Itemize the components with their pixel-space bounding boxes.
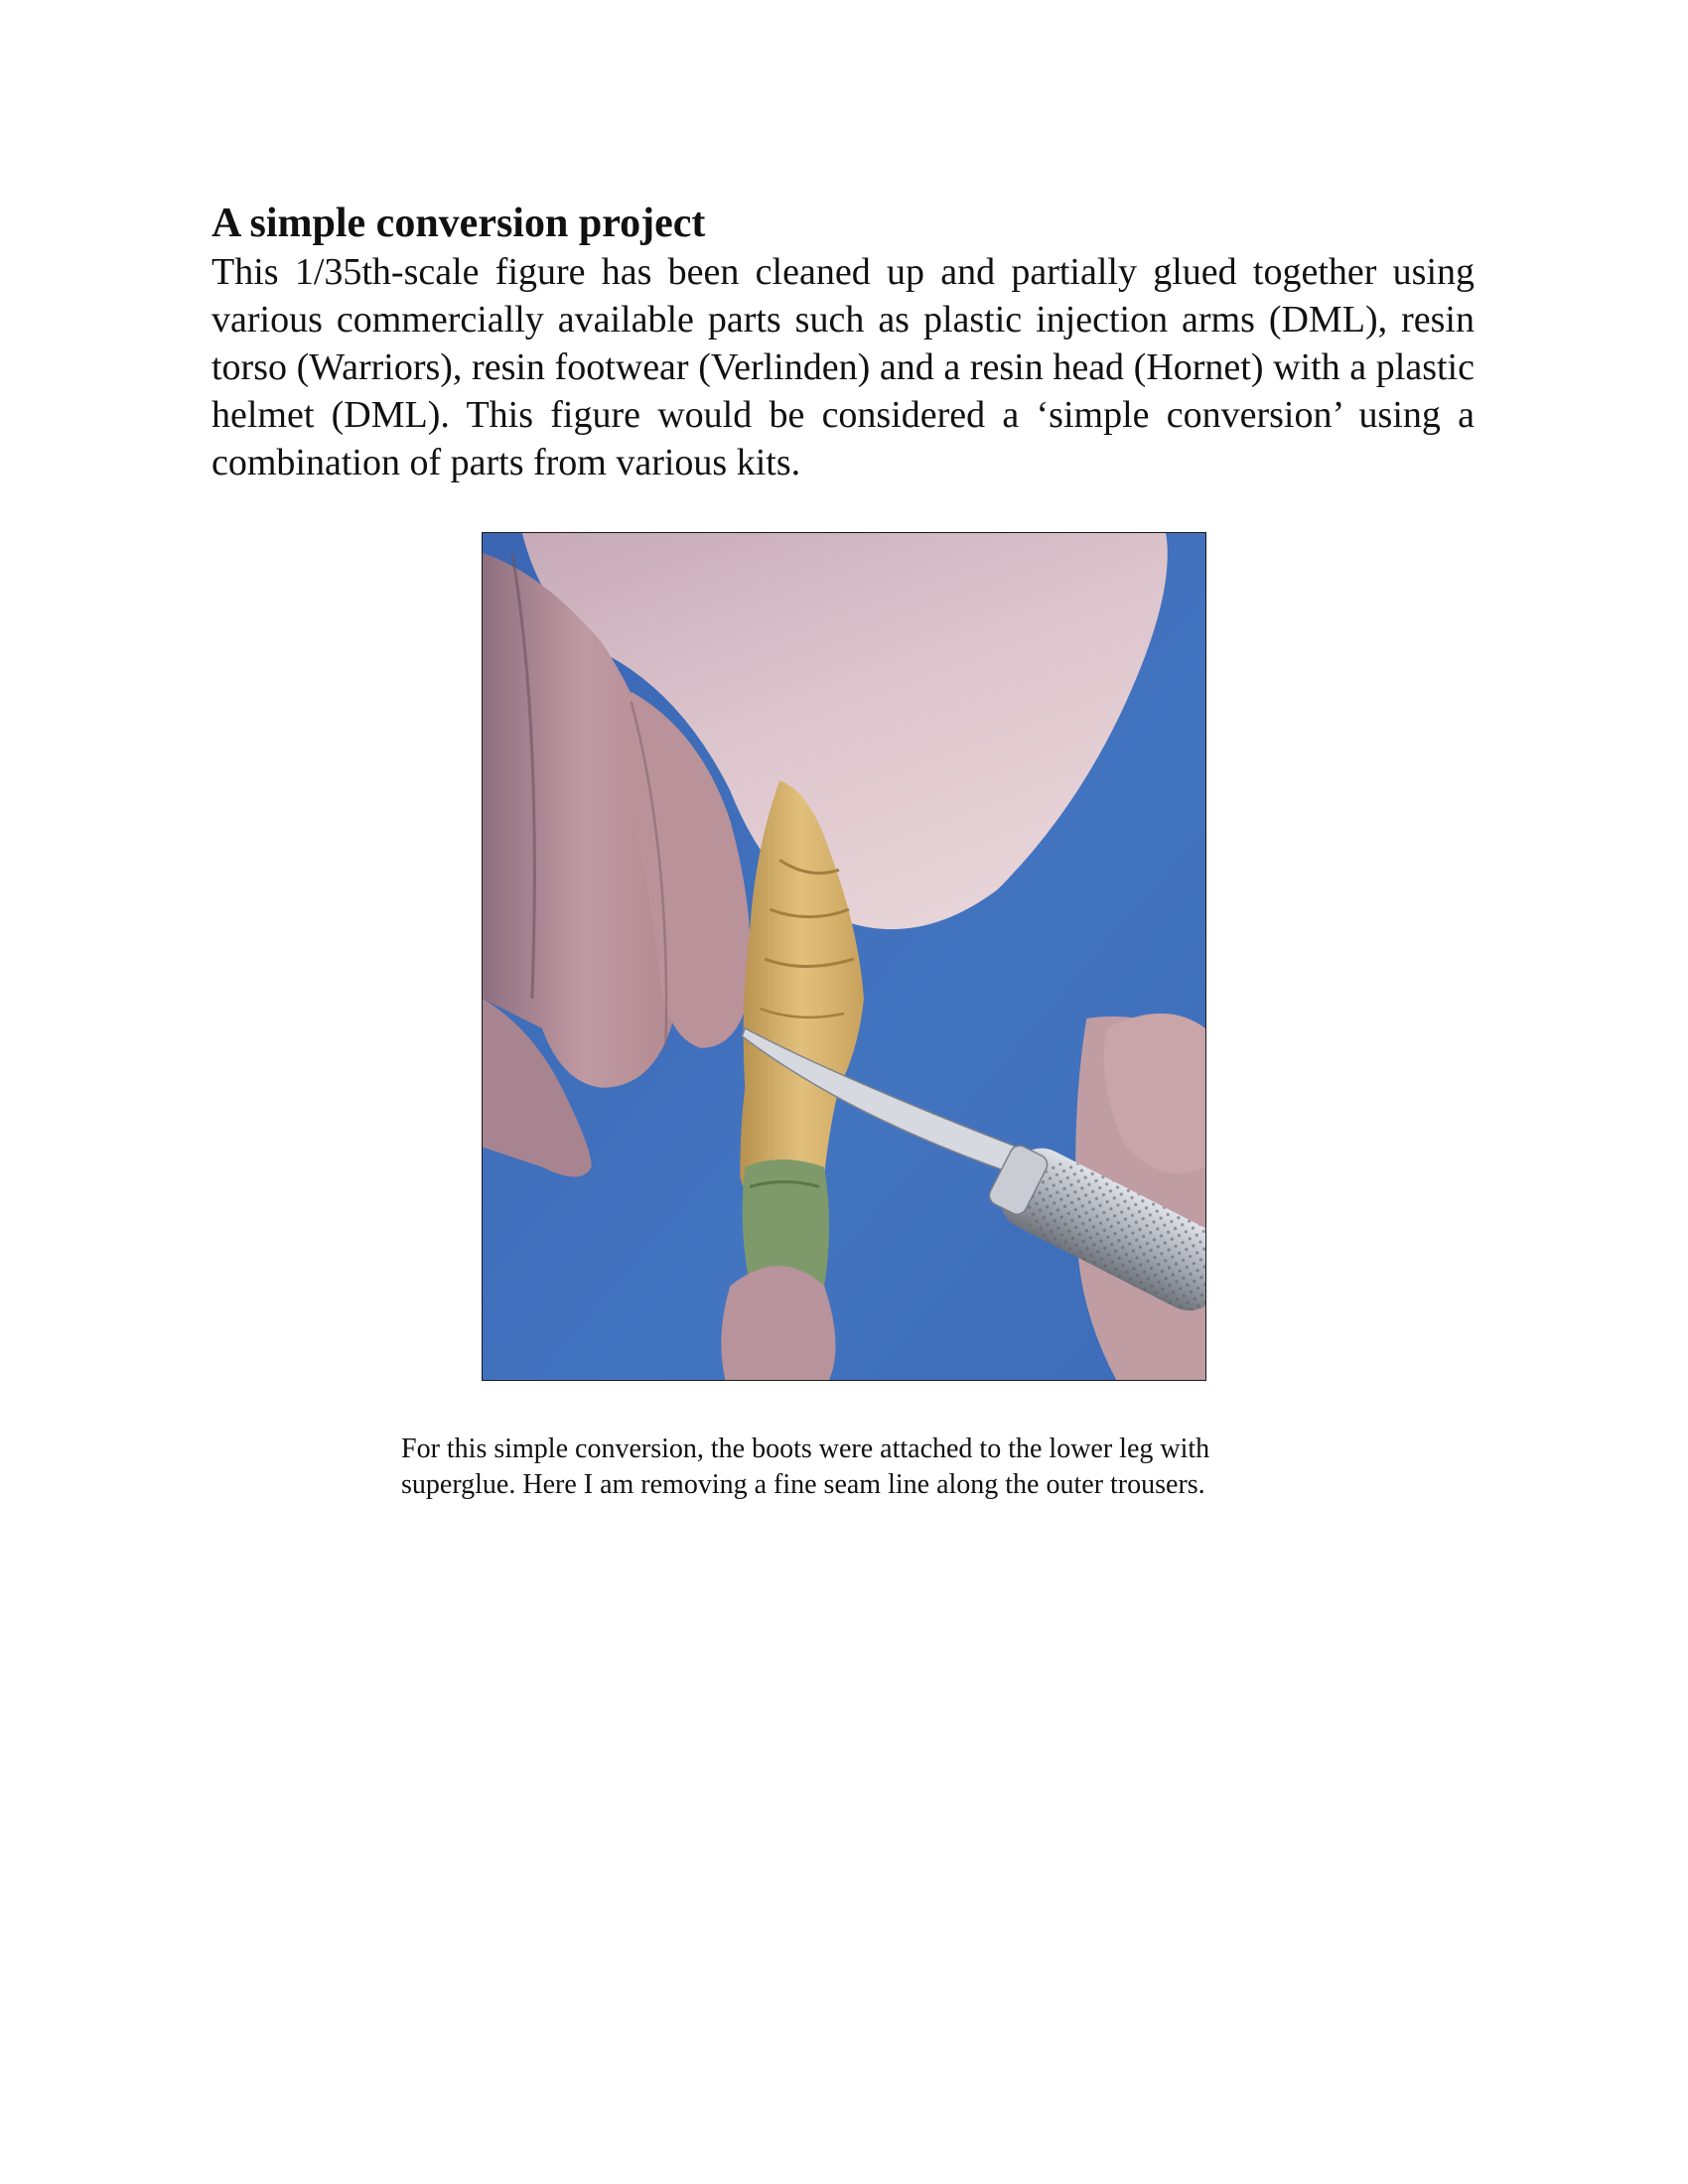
article <box>211 199 1475 486</box>
photo-illustration <box>483 533 1205 1380</box>
article-body: This 1/35th-scale figure has been cleaned up and partially glued together using various commercially available parts such as plastic injection arms (DML), resin torso (Warriors), resin footwear (Verlinden) and a resin head (Hornet) with a plastic helmet (DML). This figure would be considered a ‘simple conversion’ using a combination of parts from various kits. <box>211 251 1475 483</box>
figure-caption: For this simple conversion, the boots were attached to the lower leg with superglue. Here I am removing a fine seam line along the outer trousers. <box>401 1433 1210 1500</box>
figure-photo <box>482 532 1206 1381</box>
article-heading: A simple conversion project <box>211 201 706 246</box>
